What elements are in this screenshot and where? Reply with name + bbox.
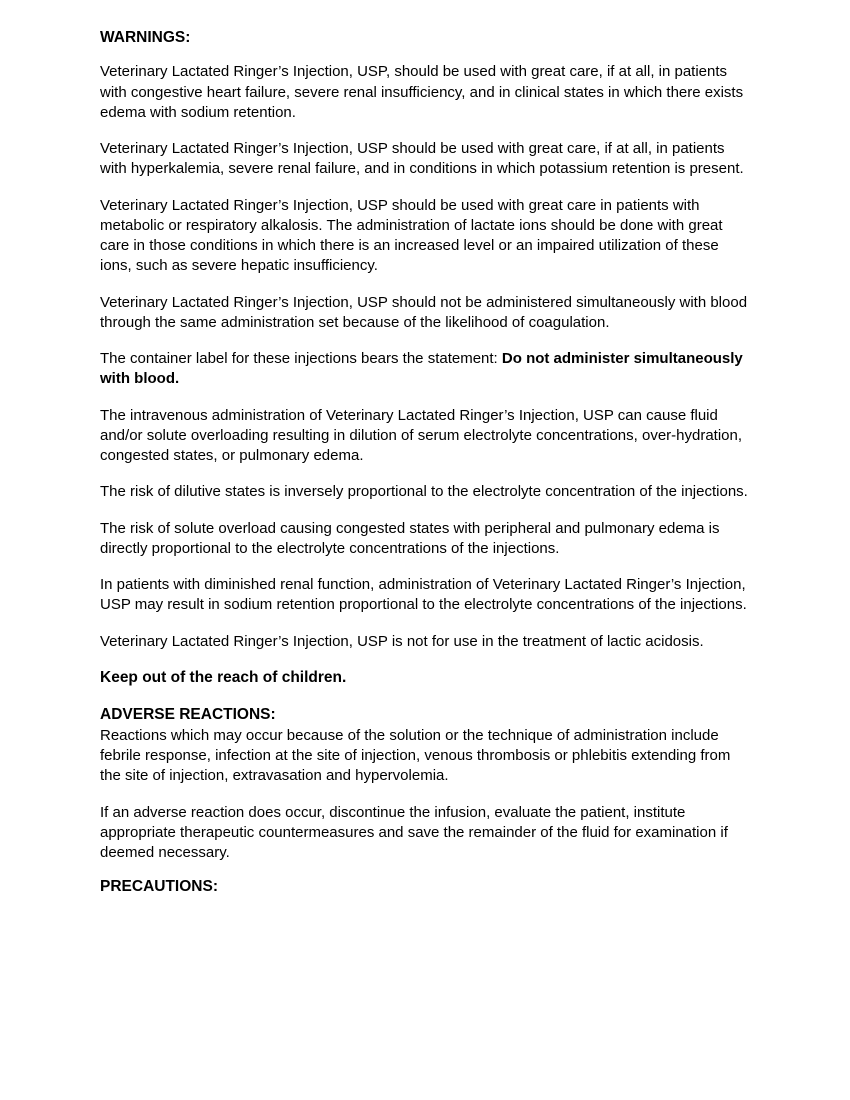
precautions-heading: PRECAUTIONS:: [100, 878, 218, 896]
warnings-paragraph-6: The risk of dilutive states is inversely proportional to the electrolyte concentration of the injections.: [100, 483, 748, 501]
warnings-paragraph-5: The intravenous administration of Veterinary Lactated Ringer’s Injection, USP can cause fluid and/or solute overloading resulting in dilution of serum electrolyte concentrations, over-hydration, congested states, or pulmonary edema.: [100, 406, 743, 465]
container-label-statement: [100, 349, 750, 390]
warnings-paragraph-4: Veterinary Lactated Ringer’s Injection, USP should not be administered simultaneously with blood through the same administration set because of the likelihood of coagulation.: [100, 293, 748, 331]
warnings-paragraph-8: In patients with diminished renal function, administration of Veterinary Lactated Ringer’s Injection, USP may result in sodium retention proportional to the electrolyte concentrations of the injections.: [100, 576, 747, 614]
adverse-reactions-paragraph-2: If an adverse reaction does occur, discontinue the infusion, evaluate the patient, institute appropriate therapeutic countermeasures and save the remainder of the fluid for examination if deemed necessary.: [100, 803, 728, 862]
warnings-paragraph-3: Veterinary Lactated Ringer’s Injection, USP should be used with great care in patients with metabolic or respiratory alkalosis. The administration of lactate ions should be done with great care in those conditions in which there is an increased level or an impaired utilization of these ions, such as severe hepatic insufficiency.: [100, 196, 723, 275]
keep-out-of-reach-statement: Keep out of the reach of children.: [100, 668, 347, 686]
warnings-paragraph-9: Veterinary Lactated Ringer’s Injection, USP is not for use in the treatment of lactic acidosis.: [100, 632, 704, 650]
warnings-paragraph-2: Veterinary Lactated Ringer’s Injection, USP should be used with great care, if at all, in patients with hyperkalemia, severe renal failure, and in conditions in which potassium retention is present.: [100, 140, 744, 178]
warnings-heading: WARNINGS:: [100, 29, 191, 46]
container-label-lead-text: The container label for these injections bears the statement:: [100, 350, 502, 368]
container-label-bold-text: Do not administer simultaneously with blood.: [100, 350, 743, 388]
warnings-paragraph-7: The risk of solute overload causing congested states with peripheral and pulmonary edema is directly proportional to the electrolyte concentrations of the injections.: [100, 519, 720, 557]
warnings-paragraph-1: Veterinary Lactated Ringer’s Injection, USP, should be used with great care, if at all, in patients with congestive heart failure, severe renal insufficiency, and in clinical states in which there exists edema with sodium retention.: [100, 63, 744, 121]
adverse-reactions-heading: ADVERSE REACTIONS:: [100, 705, 276, 723]
adverse-reactions-paragraph-1: Reactions which may occur because of the solution or the technique of administration include febrile response, infection at the site of injection, venous thrombosis or phlebitis extending from the site of injection, extravasation and hypervolemia.: [100, 726, 731, 785]
